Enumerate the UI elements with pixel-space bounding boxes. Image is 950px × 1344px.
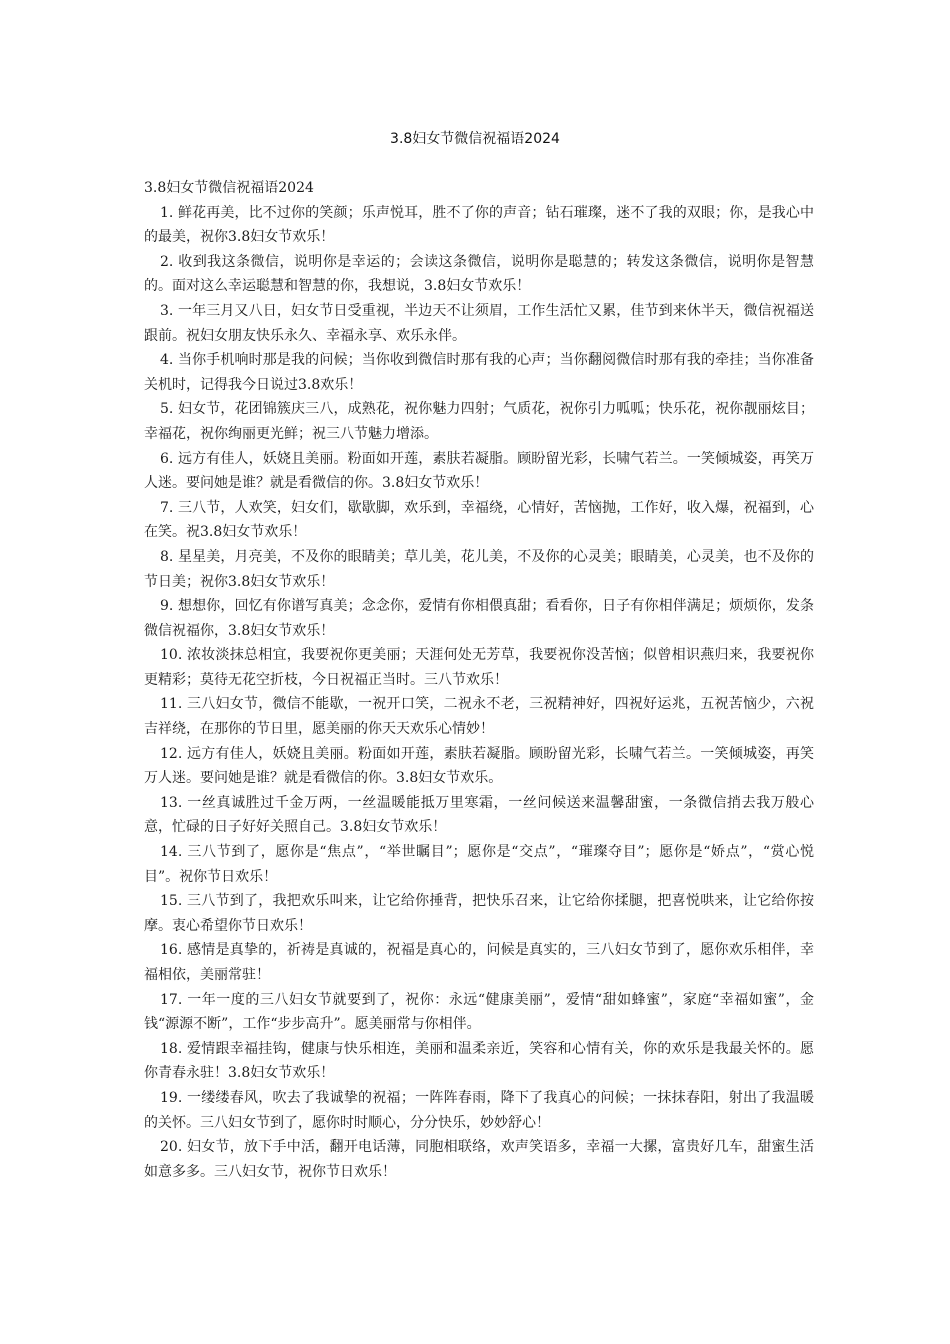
document-body xyxy=(144,176,814,1184)
wish-item-14: 14. 三八节到了，愿你是“焦点”，“举世瞩目”；愿你是“交点”，“璀璨夺目”；愿你是“娇点”，“赏心悦目”。祝你节日欢乐！ xyxy=(144,844,814,885)
wish-item-19: 19. 一缕缕春风，吹去了我诚挚的祝福；一阵阵春雨，降下了我真心的问候；一抹抹春阳，射出了我温暖的关怀。三八妇女节到了，愿你时时顺心，分分快乐，妙妙舒心！ xyxy=(144,1089,814,1131)
wish-item-12: 12. 远方有佳人，妖娆且美丽。粉面如开莲，素肤若凝脂。顾盼留光彩，长啸气若兰。一笑倾城姿，再笑万人迷。要问她是谁？就是看微信的你。3.8妇女节欢乐。 xyxy=(144,745,814,787)
wish-item-16: 16. 感情是真挚的，祈祷是真诚的，祝福是真心的，问候是真实的，三八妇女节到了，愿你欢乐相伴，幸福相依，美丽常驻！ xyxy=(144,942,814,983)
document-subtitle: 3.8妇女节微信祝福语2024 xyxy=(144,180,314,196)
wish-item-7: 7. 三八节，人欢笑，妇女们，歇歇脚，欢乐到，幸福绕，心情好，苦恼抛，工作好，收入爆，祝福到，心在笑。祝3.8妇女节欢乐！ xyxy=(144,499,814,541)
wish-item-2: 2. 收到我这条微信，说明你是幸运的；会读这条微信，说明你是聪慧的；转发这条微信，说明你是智慧的。面对这么幸运聪慧和智慧的你，我想说，3.8妇女节欢乐！ xyxy=(144,253,814,295)
wish-item-18: 18. 爱情跟幸福挂钩，健康与快乐相连，美丽和温柔亲近，笑容和心情有关，你的欢乐是我最关怀的。愿你青春永驻！3.8妇女节欢乐！ xyxy=(144,1040,814,1082)
wish-item-5: 5. 妇女节，花团锦簇庆三八，成熟花，祝你魅力四射；气质花，祝你引力呱呱；快乐花，祝你靓丽炫目；幸福花，祝你绚丽更光鲜；祝三八节魅力增添。 xyxy=(144,401,814,442)
wish-item-6: 6. 远方有佳人，妖娆且美丽。粉面如开莲，素肤若凝脂。顾盼留光彩，长啸气若兰。一笑倾城姿，再笑万人迷。要问她是谁？就是看微信的你。3.8妇女节欢乐！ xyxy=(144,450,814,492)
wish-item-4: 4. 当你手机响时那是我的问候；当你收到微信时那有我的心声；当你翻阅微信时那有我的牵挂；当你准备关机时，记得我今日说过3.8欢乐！ xyxy=(144,352,814,393)
wish-item-20: 20. 妇女节，放下手中活，翻开电话薄，同胞相联络，欢声笑语多，幸福一大摞，富贵好几车，甜蜜生活如意多多。三八妇女节，祝你节日欢乐！ xyxy=(144,1139,814,1180)
wish-item-3: 3. 一年三月又八日，妇女节日受重视，半边天不让须眉，工作生活忙又累，佳节到来休半天，微信祝福送跟前。祝妇女朋友快乐永久、幸福永享、欢乐永伴。 xyxy=(144,302,814,344)
wish-item-8: 8. 星星美，月亮美，不及你的眼睛美；草儿美，花儿美，不及你的心灵美；眼睛美，心灵美，也不及你的节日美；祝你3.8妇女节欢乐！ xyxy=(144,548,814,590)
wish-item-17: 17. 一年一度的三八妇女节就要到了，祝你：永远“健康美丽”，爱情“甜如蜂蜜”，家庭“幸福如蜜”，金钱“源源不断”，工作“步步高升”。愿美丽常与你相伴。 xyxy=(144,991,814,1033)
wish-item-10: 10. 浓妆淡抹总相宜，我要祝你更美丽；天涯何处无芳草，我要祝你没苦恼；似曾相识燕归来，我要祝你更精彩；莫待无花空折枝，今日祝福正当时。三八节欢乐！ xyxy=(144,647,814,688)
wish-item-13: 13. 一丝真诚胜过千金万两，一丝温暖能抵万里寒霜，一丝问候送来温馨甜蜜，一条微信捎去我万般心意，忙碌的日子好好关照自己。3.8妇女节欢乐！ xyxy=(144,794,814,836)
document-title: 3.8妇女节微信祝福语2024 xyxy=(390,131,560,147)
wish-item-11: 11. 三八妇女节，微信不能歇，一祝开口笑，二祝永不老，三祝精神好，四祝好运兆，五祝苦恼少，六祝吉祥绕，在那你的节日里，愿美丽的你天天欢乐心情妙！ xyxy=(144,696,814,738)
wish-item-15: 15. 三八节到了，我把欢乐叫来，让它给你捶背，把快乐召来，让它给你揉腿，把喜悦哄来，让它给你按摩。衷心希望你节日欢乐！ xyxy=(144,893,814,934)
wish-item-1: 1. 鲜花再美，比不过你的笑颜；乐声悦耳，胜不了你的声音；钻石璀璨，迷不了我的双眼；你，是我心中的最美，祝你3.8妇女节欢乐！ xyxy=(144,204,814,246)
wish-item-9: 9. 想想你，回忆有你谱写真美；念念你，爱情有你相偎真甜；看看你，日子有你相伴满足；烦烦你，发条微信祝福你，3.8妇女节欢乐！ xyxy=(144,598,814,639)
